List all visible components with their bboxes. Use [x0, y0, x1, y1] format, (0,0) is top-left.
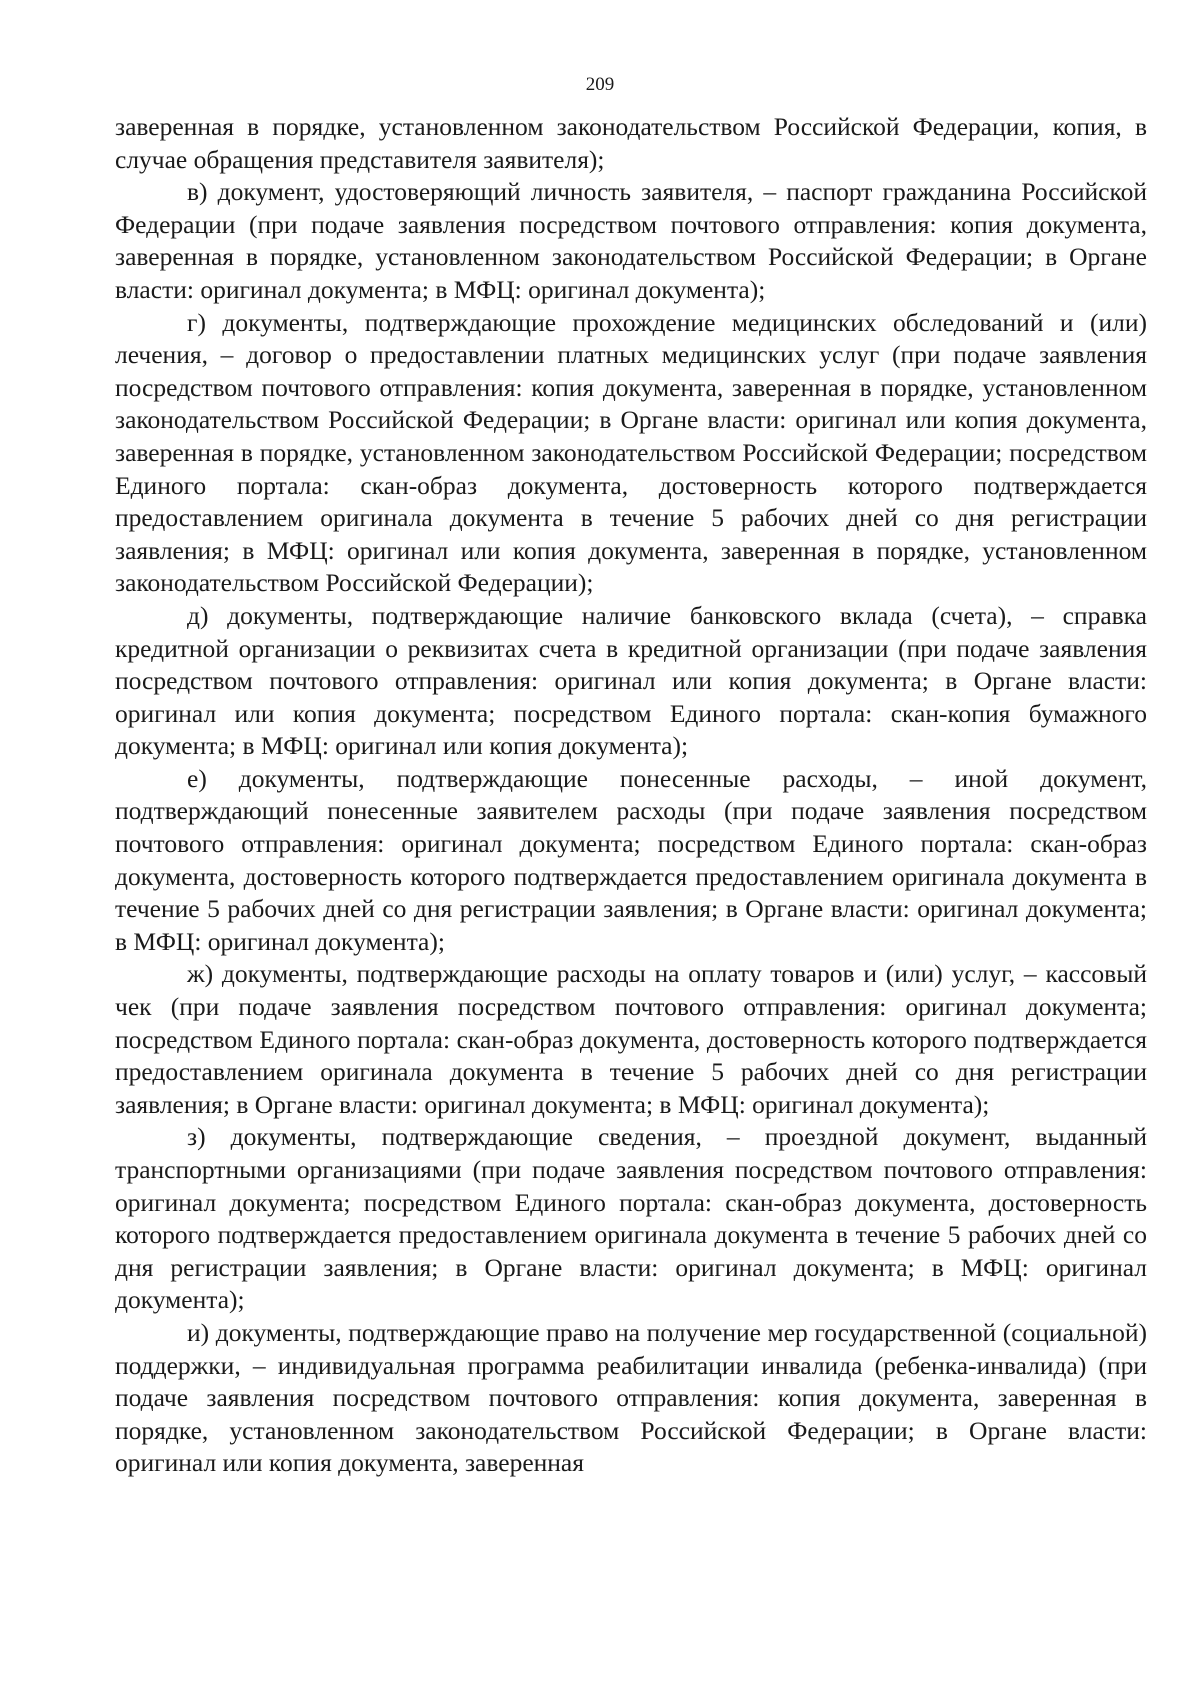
paragraph-item-i: и) документы, подтверждающие право на получение мер государственной (социальной) поддержки, – индивидуальная программа реабилитации инвалида (ребенка-инвалида) (при подаче заявления посредством почтового отправления: копия документа, заверенная в порядке, установленном законодательством Российской Федерации; в Органе власти: оригинал или копия документа, заверенная [115, 1317, 1147, 1478]
paragraph-item-e: е) документы, подтверждающие понесенные расходы, – иной документ, подтверждающий понесенные заявителем расходы (при подаче заявления посредством почтового отправления: оригинал документа; посредством Единого портала: скан-образ документа, достоверность которого подтверждается предоставлением оригинала документа в течение 5 рабочих дней со дня регистрации заявления; в Органе власти: оригинал документа; в МФЦ: оригинал документа); [115, 763, 1147, 956]
paragraph-item-v: в) документ, удостоверяющий личность заявителя, – паспорт гражданина Российской Федерации (при подаче заявления посредством почтового отправления: копия документа, заверенная в порядке, установленном законодательством Российской Федерации; в Органе власти: оригинал документа; в МФЦ: оригинал документа); [115, 177, 1147, 304]
paragraph-continuation: заверенная в порядке, установленном законодательством Российской Федерации, копия, в случае обращения представителя заявителя); [115, 112, 1147, 174]
paragraph-item-zh: ж) документы, подтверждающие расходы на оплату товаров и (или) услуг, – кассовый чек (при подаче заявления посредством почтового отправления: оригинал документа; посредством Единого портала: скан-образ документа, достоверность которого подтверждается предоставлением оригинала документа в течение 5 рабочих дней со дня регистрации заявления; в Органе власти: оригинал документа; в МФЦ: оригинал документа); [115, 959, 1147, 1119]
paragraph-item-z: з) документы, подтверждающие сведения, – проездной документ, выданный транспортными организациями (при подаче заявления посредством почтового отправления: оригинал документа; посредством Единого портала: скан-образ документа, достоверность которого подтверждается предоставлением оригинала документа в течение 5 рабочих дней со дня регистрации заявления; в Органе власти: оригинал документа; в МФЦ: оригинал документа); [115, 1122, 1147, 1315]
page-number: 209 [585, 74, 615, 95]
paragraph-item-g: г) документы, подтверждающие прохождение медицинских обследований и (или) лечения, – договор о предоставлении платных медицинских услуг (при подаче заявления посредством почтового отправления: копия документа, заверенная в порядке, установленном законодательством Российской Федерации; в Органе власти: оригинал или копия документа, заверенная в порядке, установленном законодательством Российской Федерации; посредством Единого портала: скан-образ документа, достоверность которого подтверждается предоставлением оригинала документа в течение 5 рабочих дней со дня регистрации заявления; в МФЦ: оригинал или копия документа, заверенная в порядке, установленном законодательством Российской Федерации); [115, 307, 1147, 598]
paragraph-item-d: д) документы, подтверждающие наличие банковского вклада (счета), – справка кредитной организации о реквизитах счета в кредитной организации (при подаче заявления посредством почтового отправления: оригинал или копия документа; в Органе власти: оригинал или копия документа; посредством Единого портала: скан-копия бумажного документа; в МФЦ: оригинал или копия документа); [115, 600, 1147, 761]
document-body [115, 111, 1147, 1480]
